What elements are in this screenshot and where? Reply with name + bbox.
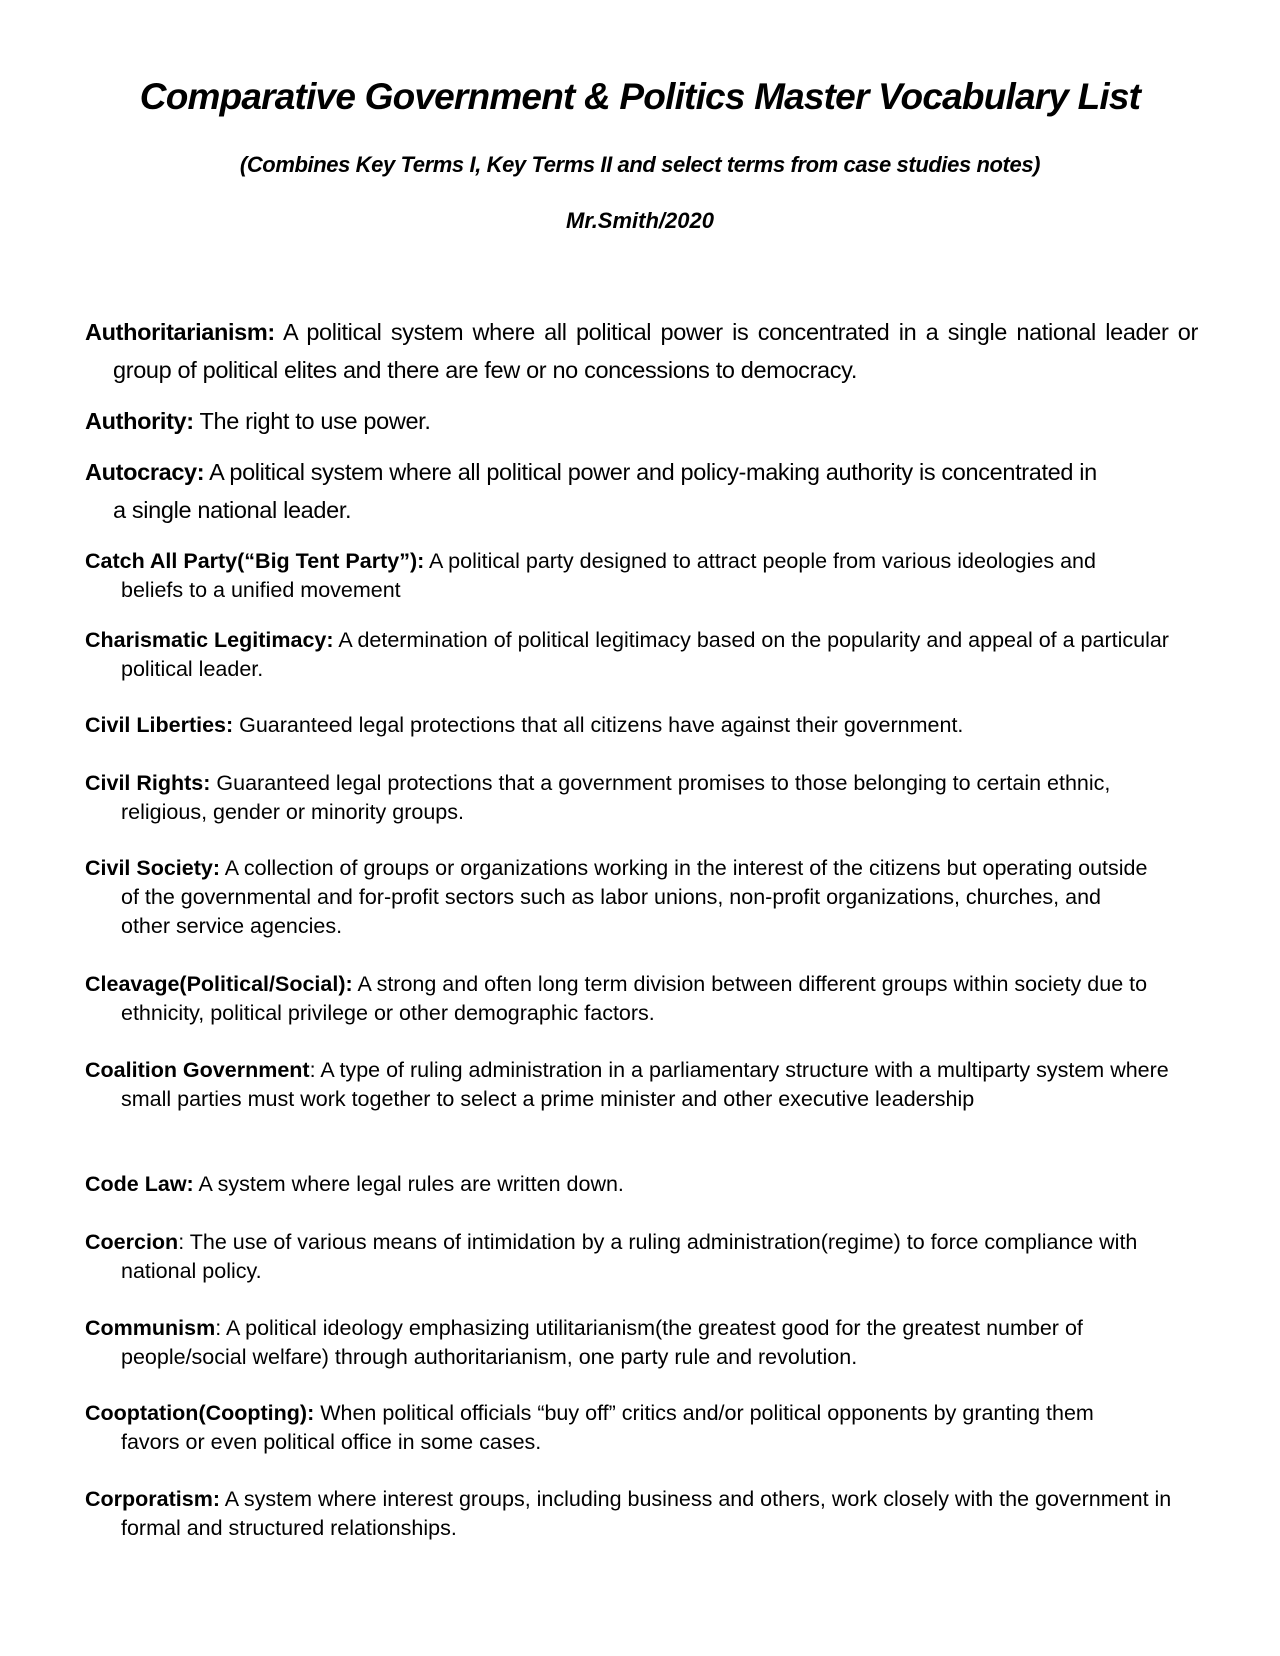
vocab-entry bbox=[85, 711, 1198, 740]
vocab-definition: A political party designed to attract people from various ideologies and beliefs to a unified movement bbox=[121, 549, 1096, 602]
vocab-term: Civil Liberties: bbox=[85, 713, 234, 737]
vocab-entry bbox=[85, 1314, 1165, 1372]
vocab-entry bbox=[85, 970, 1175, 1028]
vocab-term: Authoritarianism: bbox=[85, 319, 275, 345]
vocab-entry bbox=[85, 854, 1155, 941]
vocab-definition: The right to use power. bbox=[193, 408, 431, 434]
vocab-definition: A political system where all political power is concentrated in a single national leader or group of political elites and there are few or no concessions to democracy. bbox=[113, 319, 1198, 383]
author-line: Mr.Smith/2020 bbox=[566, 208, 714, 233]
vocab-term: Communism bbox=[85, 1316, 216, 1340]
vocab-term: Cooptation(Coopting): bbox=[85, 1401, 315, 1425]
vocab-entry bbox=[85, 1056, 1185, 1114]
vocab-entry bbox=[85, 1485, 1198, 1543]
vocab-entry bbox=[85, 402, 1198, 440]
vocab-term: Autocracy: bbox=[85, 459, 205, 485]
vocab-term: Civil Society: bbox=[85, 856, 221, 880]
vocab-term: Corporatism: bbox=[85, 1487, 220, 1511]
vocab-definition: : A political ideology emphasizing utilitarianism(the greatest good for the greatest number of people/social welfare) through authoritarianism, one party rule and revolution. bbox=[121, 1316, 1083, 1369]
vocab-term: Code Law: bbox=[85, 1172, 194, 1196]
vocab-term: Charismatic Legitimacy: bbox=[85, 628, 334, 652]
vocab-term: Catch All Party(“Big Tent Party”): bbox=[85, 549, 425, 573]
vocab-definition: : The use of various means of intimidation by a ruling administration(regime) to force compliance with national policy. bbox=[121, 1230, 1138, 1283]
vocab-term: Civil Rights: bbox=[85, 771, 211, 795]
page-title: Comparative Government & Politics Master Vocabulary List bbox=[139, 76, 1141, 117]
vocab-definition: Guaranteed legal protections that all citizens have against their government. bbox=[233, 713, 964, 737]
vocab-entry bbox=[85, 1228, 1145, 1286]
vocab-entry bbox=[85, 1170, 1198, 1199]
vocab-entry bbox=[85, 547, 1115, 605]
vocab-term: Authority: bbox=[85, 408, 194, 434]
vocab-definition: A system where legal rules are written down. bbox=[193, 1172, 624, 1196]
vocab-term: Cleavage(Political/Social): bbox=[85, 972, 353, 996]
vocab-definition: : A type of ruling administration in a parliamentary structure with a multiparty system where small parties must work together to select a prime minister and other executive leadership bbox=[121, 1058, 1169, 1111]
vocab-entry bbox=[85, 313, 1198, 389]
vocab-entry bbox=[85, 453, 1105, 529]
vocab-definition: A strong and often long term division between different groups within society due to ethnicity, political privilege or other demographic factors. bbox=[121, 972, 1148, 1025]
vocab-entry bbox=[85, 626, 1198, 684]
vocab-entry bbox=[85, 769, 1145, 827]
vocab-definition: When political officials “buy off” critics and/or political opponents by granting them favors or even political office in some cases. bbox=[121, 1401, 1094, 1454]
vocab-definition: A political system where all political power and policy-making authority is concentrated in a single national leader. bbox=[113, 459, 1097, 523]
vocab-term: Coalition Government bbox=[85, 1058, 310, 1082]
vocab-definition: Guaranteed legal protections that a government promises to those belonging to certain ethnic, religious, gender or minority groups. bbox=[121, 771, 1111, 824]
vocab-definition: A system where interest groups, including business and others, work closely with the government in formal and structured relationships. bbox=[121, 1487, 1172, 1540]
vocab-term: Coercion bbox=[85, 1230, 179, 1254]
vocab-entry bbox=[85, 1399, 1135, 1457]
page-subtitle: (Combines Key Terms I, Key Terms II and select terms from case studies notes) bbox=[239, 152, 1041, 177]
vocab-definition: A collection of groups or organizations working in the interest of the citizens but operating outside of the governmental and for-profit sectors such as labor unions, non-profit organizations, churches, and other service agencies. bbox=[121, 856, 1148, 938]
vocab-definition: A determination of political legitimacy based on the popularity and appeal of a particular political leader. bbox=[121, 628, 1169, 681]
